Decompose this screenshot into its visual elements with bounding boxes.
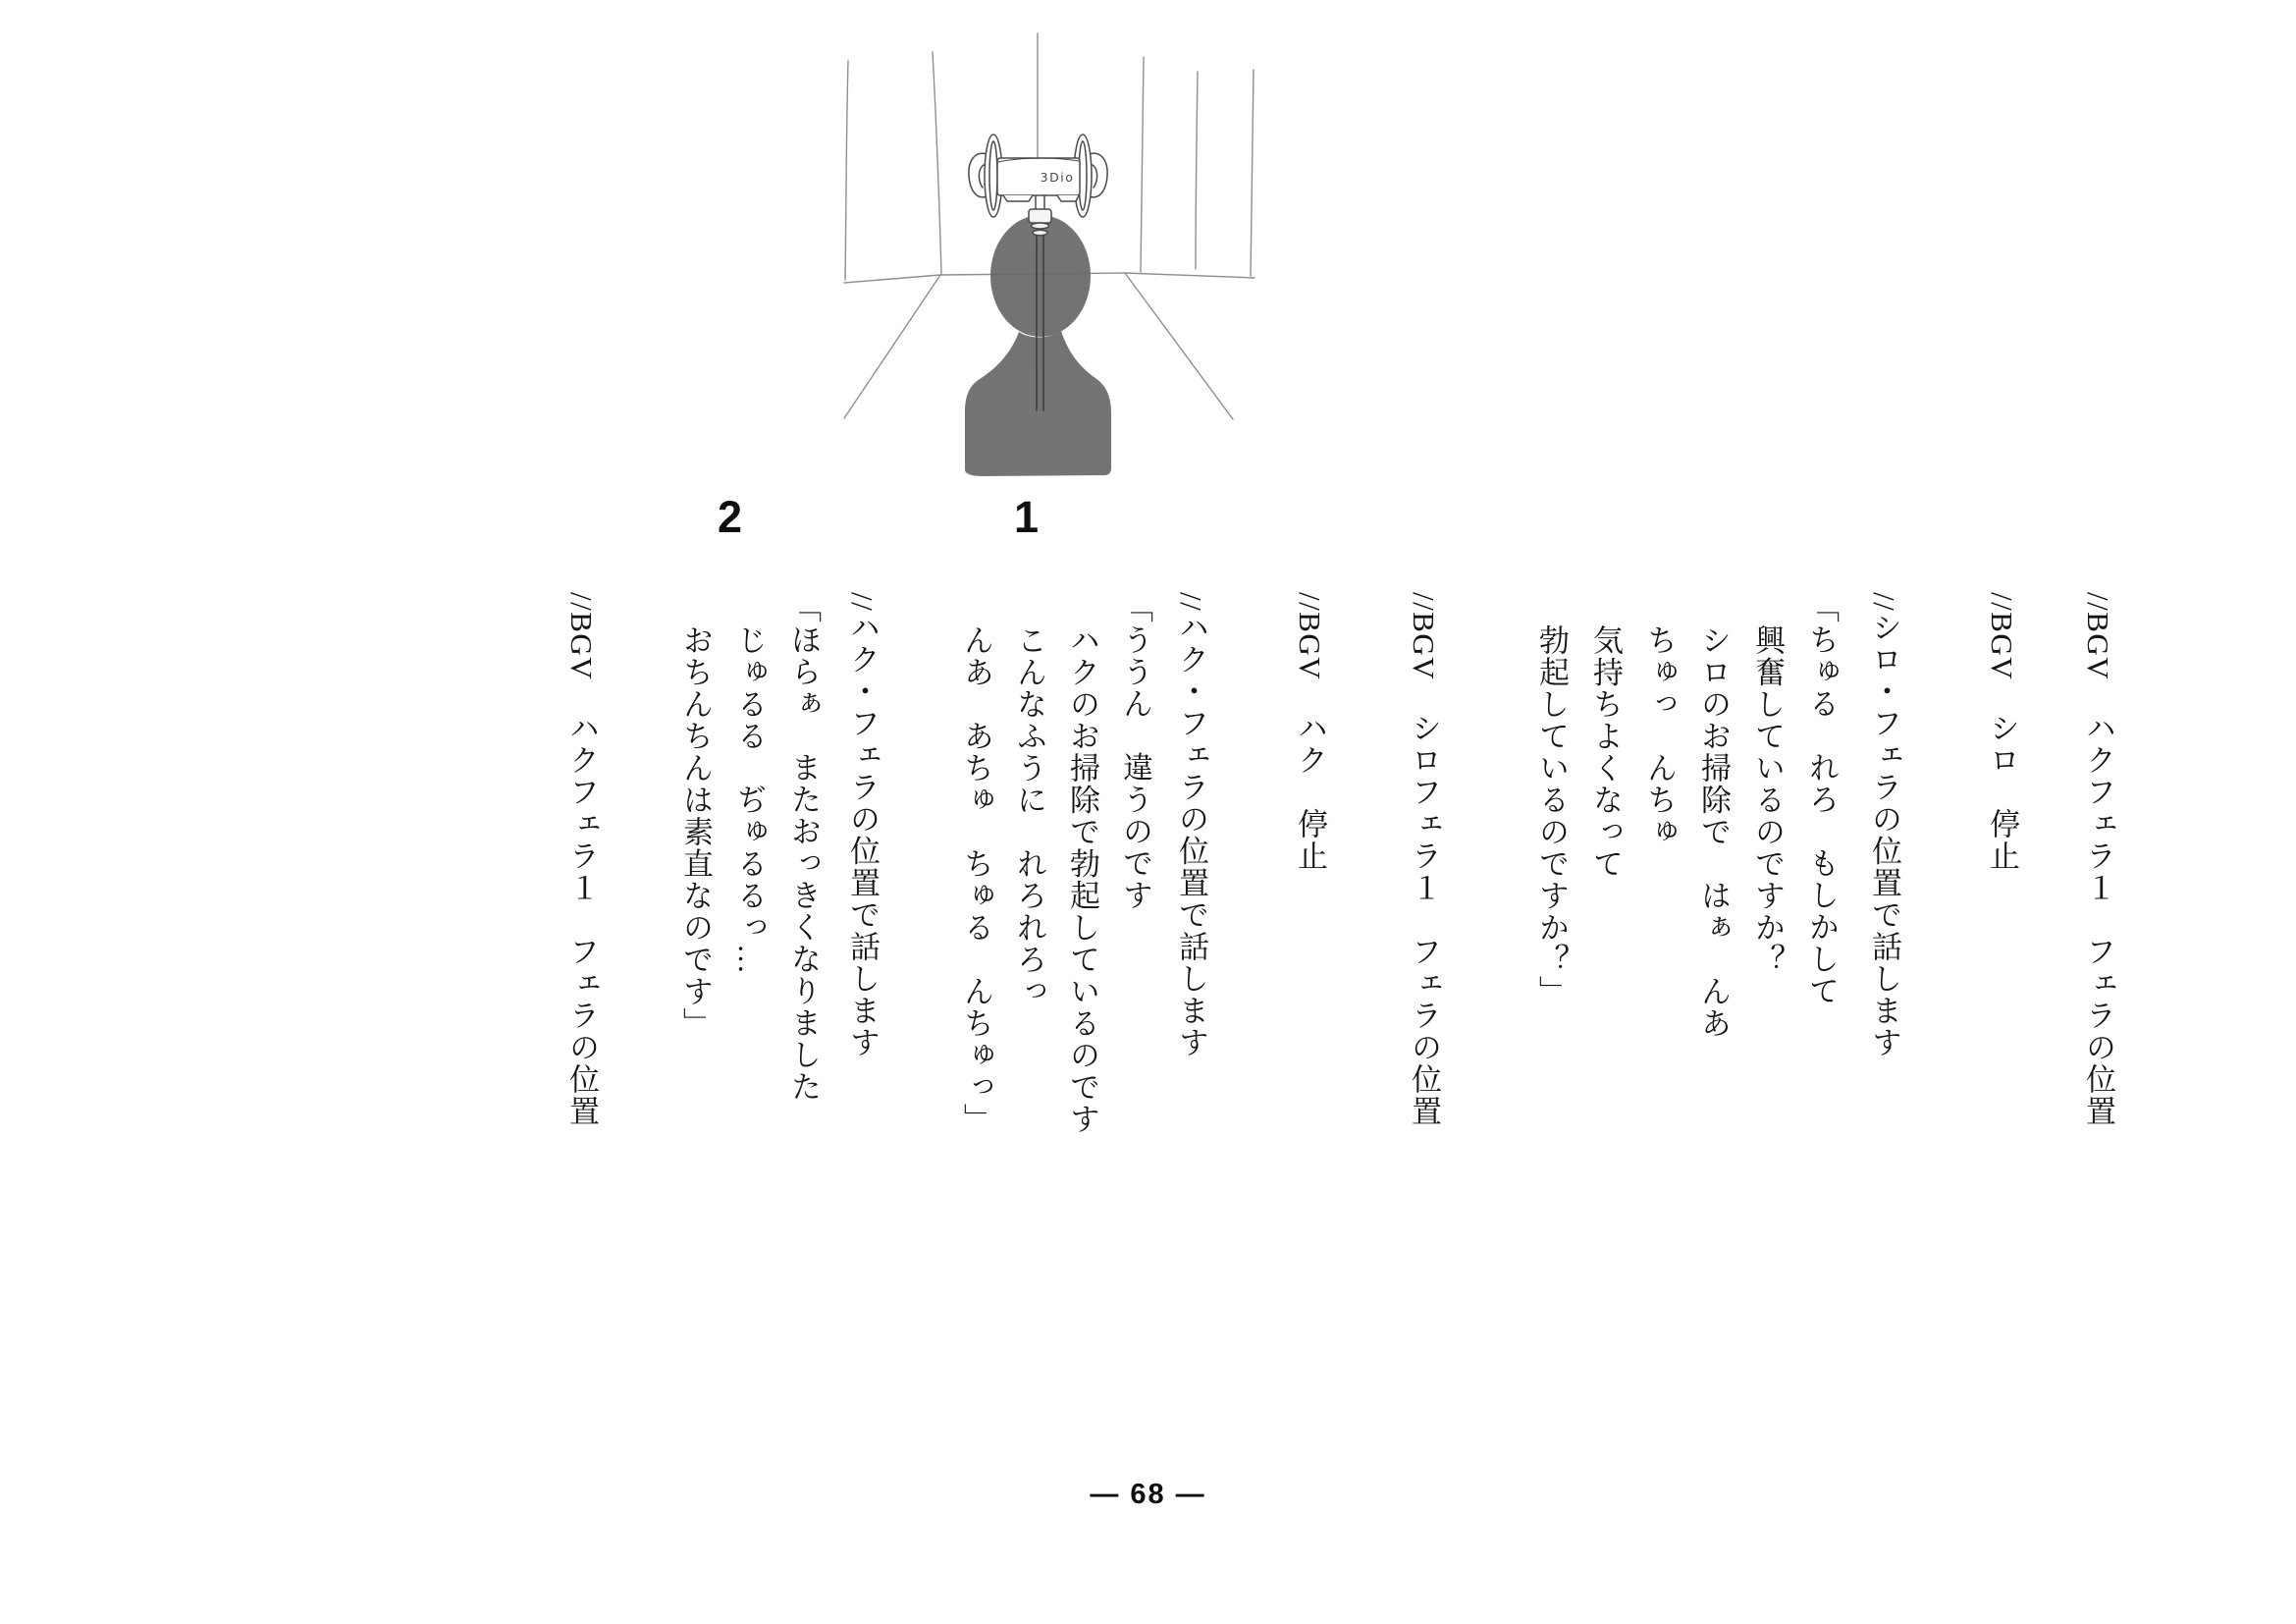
script-line: //ハク・フェラの位置で話します (1174, 592, 1208, 1059)
script-line: //ハク・フェラの位置で話します (845, 592, 880, 1059)
script-line: //BGV ハクフェラ１ フェラの位置 (2081, 592, 2115, 1128)
script-line: 勃起しているのですか？」 (1534, 624, 1569, 1007)
script-text-block (566, 592, 2113, 1289)
script-line: //BGV ハク 停止 (1293, 592, 1327, 873)
page-number: — 68 — (1090, 1479, 1206, 1510)
script-line: おちんちんは素直なのです」 (678, 624, 713, 1040)
script-line: 興奮しているのですか？ (1750, 624, 1785, 976)
position-label-2: 2 (718, 492, 743, 542)
position-label-1: 1 (1014, 492, 1040, 542)
room-illustration (825, 27, 1315, 499)
script-line: んあ あちゅ ちゅる んちゅっ」 (959, 624, 993, 1135)
script-line: //BGV シロフェラ１ フェラの位置 (1407, 592, 1441, 1128)
script-line: シロのお掃除で はぁ んあ (1696, 624, 1731, 1040)
person-silhouette (965, 215, 1111, 476)
script-line: ちゅっ んちゅ (1642, 624, 1677, 848)
script-line: じゅるる ぢゅるるっ… (732, 624, 767, 976)
script-line: ハクのお掃除で勃起しているのです (1065, 624, 1099, 1135)
script-line: //BGV ハクフェラ１ フェラの位置 (564, 592, 599, 1128)
script-line: 「ほらぁ またおっきくなりました (786, 592, 821, 1103)
script-line: //BGV シロ 停止 (1985, 592, 2019, 873)
script-line: //シロ・フェラの位置で話します (1867, 592, 1901, 1059)
script-line: こんなふうに れろれろっ (1012, 624, 1046, 1007)
mic-brand-label: 3Dio (1040, 170, 1075, 185)
script-line: 「ううん 違うのです (1118, 592, 1152, 911)
script-line: 気持ちよくなって (1588, 624, 1623, 880)
script-line: 「ちゅる れろ もしかして (1804, 592, 1839, 1007)
